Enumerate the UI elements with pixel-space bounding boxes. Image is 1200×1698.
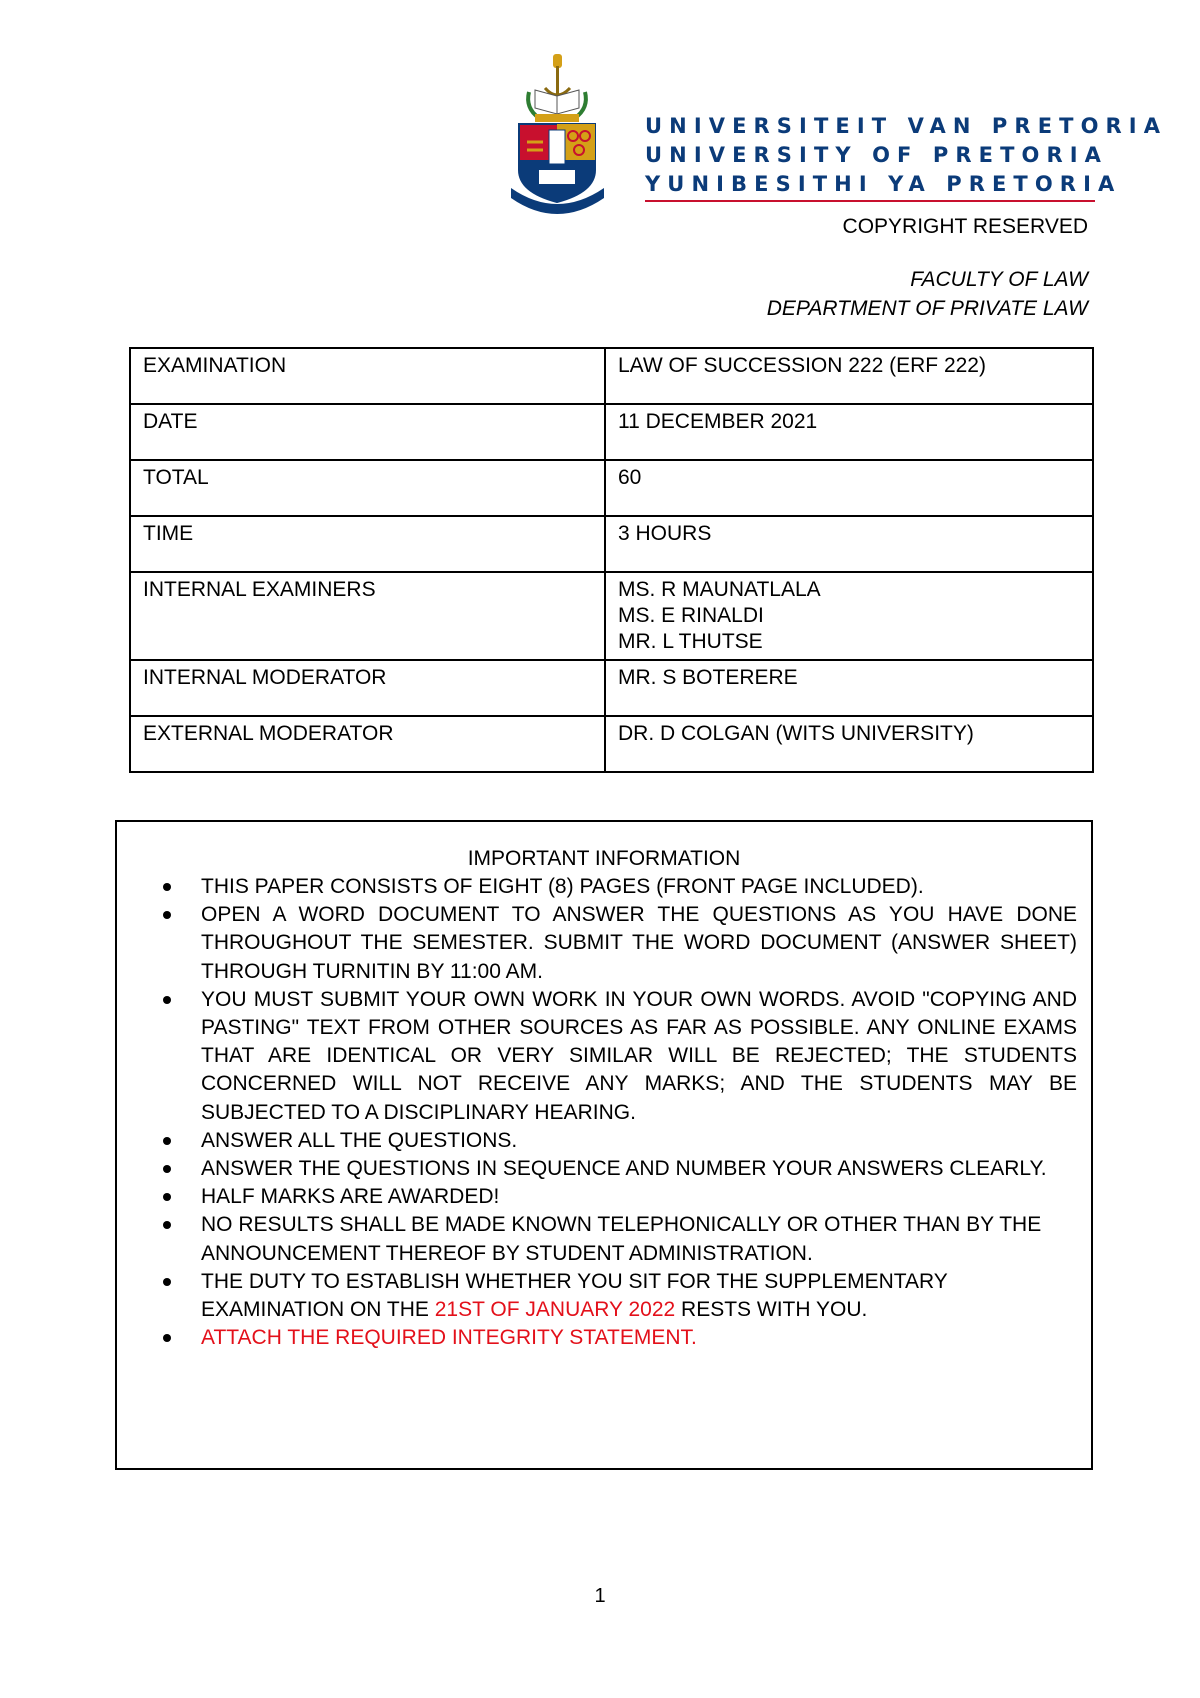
university-names	[645, 112, 1168, 199]
internal-moderator-value: MR. S BOTERERE	[605, 660, 1093, 716]
copyright-notice: COPYRIGHT RESERVED	[842, 215, 1088, 238]
list-item: NO RESULTS SHALL BE MADE KNOWN TELEPHONICALLY OR OTHER THAN BY THE ANNOUNCEMENT THEREOF BY STUDENT ADMINISTRATION.	[117, 1211, 1077, 1267]
external-moderator-value: DR. D COLGAN (WITS UNIVERSITY)	[605, 716, 1093, 772]
date-label: DATE	[130, 404, 605, 460]
list-item: YOU MUST SUBMIT YOUR OWN WORK IN YOUR OWN WORDS. AVOID "COPYING AND PASTING" TEXT FROM OTHER SOURCES AS FAR AS POSSIBLE. ANY ONLINE EXAMS THAT ARE IDENTICAL OR VERY SIMILAR WILL BE REJECTED; THE STUDENTS CONCERNED WILL NOT RECEIVE ANY MARKS; AND THE STUDENTS MAY BE SUBJECTED TO A DISCIPLINARY HEARING.	[117, 986, 1077, 1127]
examiner-name: MS. R MAUNATLALA	[618, 578, 821, 601]
bullet-icon	[163, 996, 171, 1004]
examination-value: LAW OF SUCCESSION 222 (ERF 222)	[605, 348, 1093, 404]
university-name-english: UNIVERSITY OF PRETORIA	[645, 143, 1109, 167]
time-value: 3 HOURS	[605, 516, 1093, 572]
examiner-name: MS. E RINALDI	[618, 604, 764, 627]
internal-examiners-value	[605, 572, 1093, 660]
university-name-sepedi: YUNIBESITHI YA PRETORIA	[645, 172, 1122, 196]
table-row	[130, 516, 1093, 572]
table-row	[130, 348, 1093, 404]
examination-label: EXAMINATION	[130, 348, 605, 404]
bullet-icon	[163, 911, 171, 919]
bullet-icon	[163, 1137, 171, 1145]
bullet-icon	[163, 1278, 171, 1286]
table-row	[130, 660, 1093, 716]
list-item: ANSWER ALL THE QUESTIONS.	[117, 1127, 1077, 1155]
internal-examiners-label: INTERNAL EXAMINERS	[130, 572, 605, 660]
table-row	[130, 460, 1093, 516]
bullet-icon	[163, 1165, 171, 1173]
important-information-box	[115, 820, 1093, 1470]
list-item: OPEN A WORD DOCUMENT TO ANSWER THE QUESTIONS AS YOU HAVE DONE THROUGHOUT THE SEMESTER. SUBMIT THE WORD DOCUMENT (ANSWER SHEET) THROUGH TURNITIN BY 11:00 AM.	[117, 901, 1077, 986]
university-name-afrikaans: UNIVERSITEIT VAN PRETORIA	[645, 114, 1168, 138]
examiner-name: MR. L THUTSE	[618, 630, 763, 653]
time-label: TIME	[130, 516, 605, 572]
list-item: HALF MARKS ARE AWARDED!	[117, 1183, 1077, 1211]
faculty-block	[767, 265, 1088, 323]
internal-moderator-label: INTERNAL MODERATOR	[130, 660, 605, 716]
external-moderator-label: EXTERNAL MODERATOR	[130, 716, 605, 772]
important-information-title: IMPORTANT INFORMATION	[467, 847, 741, 870]
bullet-icon	[163, 1193, 171, 1201]
supplementary-date: 21ST OF JANUARY 2022	[434, 1298, 676, 1322]
table-row	[130, 716, 1093, 772]
list-item: ANSWER THE QUESTIONS IN SEQUENCE AND NUMBER YOUR ANSWERS CLEARLY.	[117, 1155, 1077, 1183]
table-row	[130, 572, 1093, 660]
bullet-icon	[163, 1221, 171, 1229]
total-value: 60	[605, 460, 1093, 516]
supplementary-exam-item: THE DUTY TO ESTABLISH WHETHER YOU SIT FOR THE SUPPLEMENTARY EXAMINATION ON THE 21ST OF JANUARY 2022 RESTS WITH YOU.	[117, 1268, 1077, 1324]
table-row	[130, 404, 1093, 460]
list-item: THIS PAPER CONSISTS OF EIGHT (8) PAGES (FRONT PAGE INCLUDED).	[117, 873, 1077, 901]
total-label: TOTAL	[130, 460, 605, 516]
page-number: 1	[594, 1585, 606, 1607]
exam-details-table	[129, 347, 1094, 773]
bullet-icon	[163, 1334, 171, 1342]
bullet-icon	[163, 883, 171, 891]
university-crest-logo	[505, 52, 610, 217]
department-name: DEPARTMENT OF PRIVATE LAW	[766, 297, 1088, 320]
faculty-name: FACULTY OF LAW	[910, 268, 1088, 291]
instructions-list	[117, 873, 1091, 1352]
integrity-statement-item: ATTACH THE REQUIRED INTEGRITY STATEMENT.	[117, 1324, 1077, 1352]
date-value: 11 DECEMBER 2021	[605, 404, 1093, 460]
header-divider	[645, 200, 1095, 202]
